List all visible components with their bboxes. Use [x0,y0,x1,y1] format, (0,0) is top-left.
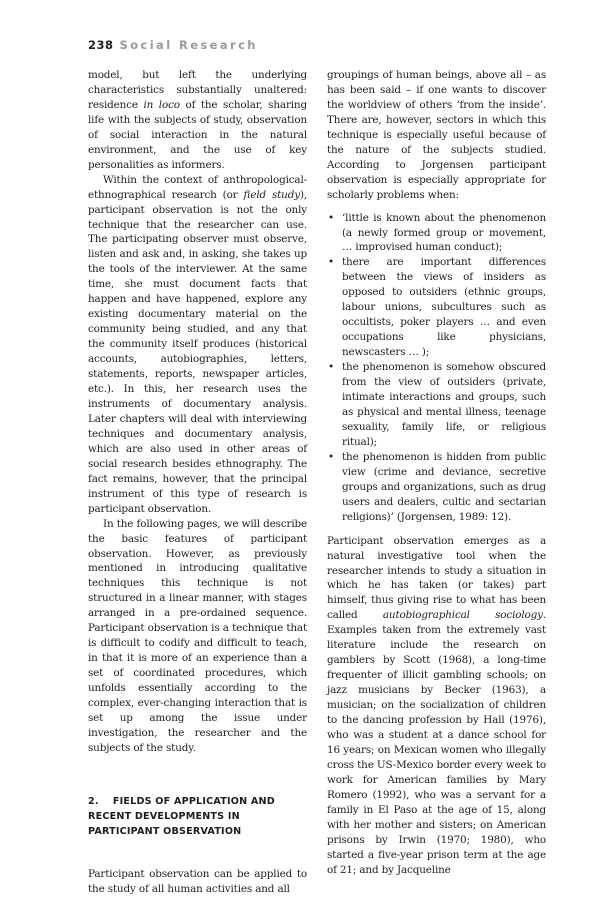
right-column [327,68,546,878]
paragraph: Participant observation can be applied to the study of all human activities and all [88,867,307,895]
list-item: • ‘little is known about the phenomenon (a newly formed group or movement, … improvised human conduct); [327,211,546,256]
bullet-list [327,211,546,525]
paragraph: Within the context of anthropological-ethnographical research (or field study), participant observation is not the only technique that the researcher can use. The participating observer must observe, listen and ask and, in asking, she takes up the tools of the interviewer. At the same time, she must document facts that happen and have happened, explore any existing documentary material on the community being studied, and any that the community itself produces (historical accounts, autobiographies, letters, statements, reports, newspaper articles, etc.). In this, her research uses the instruments of documentary analysis. Later chapters will deal with interviewing techniques and documentary analysis, which are also used in other areas of social research besides ethnography. The fact remains, however, that the principal instrument of this type of research is participant observation. [88,173,307,515]
page-number: 238 [88,38,114,52]
running-head-section-title: Social Research [119,38,258,52]
paragraph: model, but left the underlying characteristics substantially unaltered: residence in loco of the scholar, sharing life with the subjects of study, observation of social interaction in the natural environment, and the use of key personalities as informers. [88,69,307,171]
paragraph: Participant observation emerges as a natural investigative tool when the researcher intends to study a situation in which he has taken (or takes) part himself, thus giving rise to what has been called autobiographical sociology. Examples taken from the extremely vast literature include the research on gamblers by Scott (1968), a long-time frequenter of illicit gambling schools; on jazz musicians by Becker (1963), a musician; on the socialization of children to the dancing profession by Hall (1976), who was a student at a dance school for 16 years; on Mexican women who illegally cross the US-Mexico border every week to work for American families by Mary Romero (1992), who was a servant for a family in El Paso at the age of 15, along with her mother and sisters; on American prisons by Irwin (1970; 1980), who started a five-year prison term at the age of 21; and by Jacqueline [327,534,547,876]
left-column [88,68,307,897]
paragraph: groupings of human beings, above all – as has been said – if one wants to discover the worldview of others ‘from the inside’. There are, however, sectors in which this technique is especially useful because of the nature of the subjects studied. According to Jorgensen participant observation is especially appropriate for scholarly problems when: [327,69,546,201]
list-item: • the phenomenon is hidden from public view (crime and deviance, secretive groups and organizations, such as drug users and dealers, cultic and sectarian religions)’ (Jorgensen, 1989: 12). [327,450,546,525]
section-number: 2. [88,795,99,807]
list-item: • the phenomenon is somehow obscured from the view of outsiders (private, intimate interactions and groups, such as physical and mental illness, teenage sexuality, family life, or religious ritual); [327,360,546,450]
paragraph: In the following pages, we will describe the basic features of participant observation. However, as previously mentioned in introducing qualitative techniques this technique is not structured in a linear manner, with stages arranged in a pre-ordained sequence. Participant observation is a technique that is difficult to codify and difficult to teach, in that it is more of an experience than a set of coordinated procedures, which unfolds essentially according to the complex, ever-changing interaction that is set up among the issue under investigation, the researcher and the subjects of the study. [88,517,307,754]
section-heading: 2. FIELDS OF APPLICATION AND RECENT DEVELOPMENTS IN PARTICIPANT OBSERVATION [88,795,275,837]
list-item: • there are important differences between the views of insiders as opposed to outsiders (ethnic groups, labour unions, subcultures such as occultists, poker players … and even occupations like physicians, newscasters … ); [327,255,546,360]
running-head [88,38,258,52]
